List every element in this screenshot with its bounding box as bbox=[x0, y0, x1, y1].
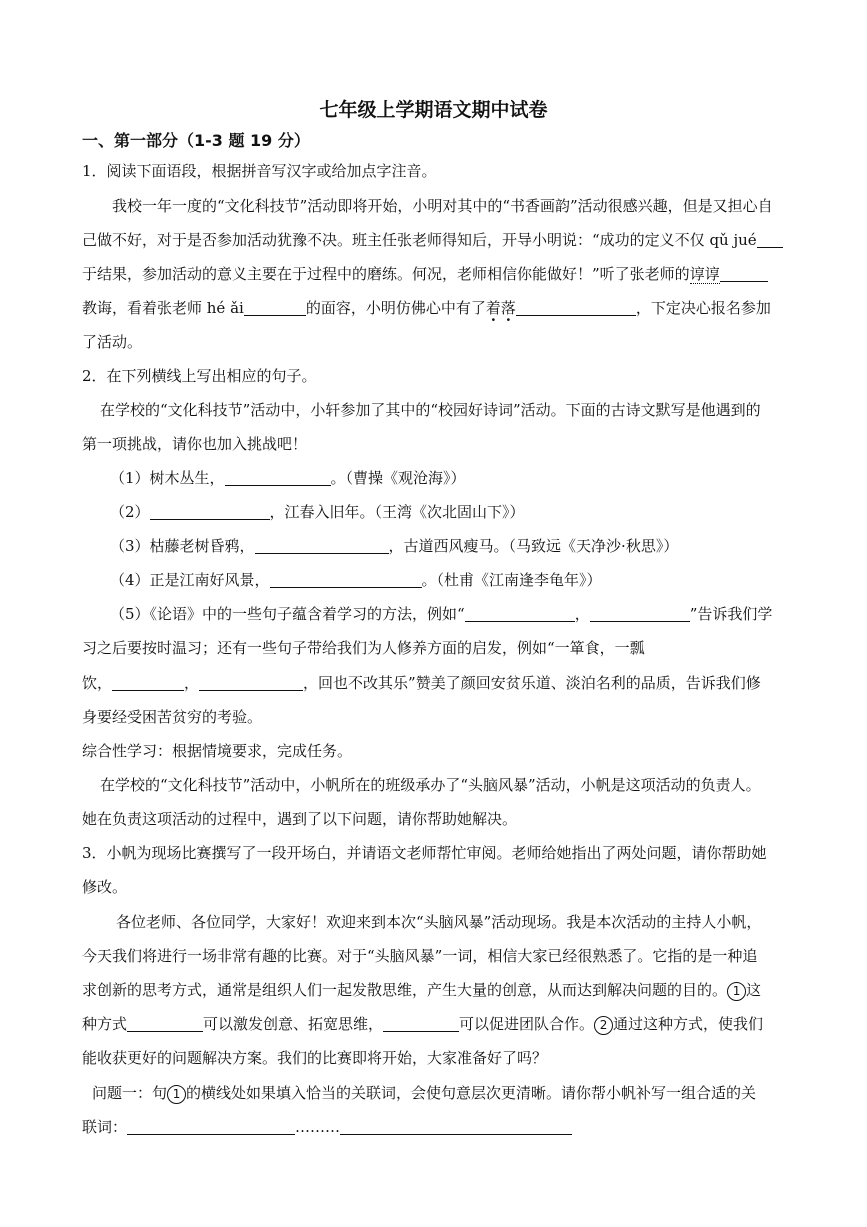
comp-paragraph: 在学校的“文化科技节”活动中，小帆所在的班级承办了“头脑风暴”活动，小帆是这项活动的负责人。 bbox=[100, 776, 761, 794]
answer-blank[interactable] bbox=[199, 674, 303, 691]
item-text: ，江春入旧年。（王湾《次北固山下》） bbox=[269, 503, 525, 521]
item-text: （1）树木丛生， bbox=[110, 469, 225, 487]
q1-text: 教诲，看着张老师 hé ǎi bbox=[82, 299, 244, 317]
answer-blank[interactable] bbox=[465, 605, 575, 622]
dotted-word: 谆谆 bbox=[689, 265, 720, 283]
q3-answer-line bbox=[82, 1117, 572, 1137]
q3-text: 可以促进团队合作。 bbox=[459, 1015, 595, 1033]
answer-blank[interactable] bbox=[757, 231, 783, 248]
circled-number: 1 bbox=[727, 982, 746, 1001]
q2-item-5-cont bbox=[82, 673, 761, 693]
q2-item-4 bbox=[110, 570, 602, 590]
q1-paragraph-line bbox=[82, 298, 771, 318]
q1-text: 于结果，参加活动的意义主要在于过程中的磨练。何况，老师相信你能做好！”听了张老师的 bbox=[82, 265, 690, 283]
item-text: （4）正是江南好风景， bbox=[110, 571, 270, 589]
item-text: 。（杜甫《江南逢李龟年》） bbox=[421, 571, 602, 589]
item-text: ，古道西风瘦马。（马致远《天净沙·秋思》） bbox=[388, 537, 679, 555]
item-text: 。（曹操《观沧海》） bbox=[330, 469, 466, 487]
q2-item-5 bbox=[110, 604, 772, 624]
item-text: 饮， bbox=[82, 674, 113, 692]
answer-blank[interactable] bbox=[340, 1118, 572, 1135]
section-heading: 一、第一部分（1-3 题 19 分） bbox=[82, 131, 310, 150]
q3-text-line: 各位老师、各位同学，大家好！欢迎来到本次“头脑风暴”活动现场。我是本次活动的主持人小帆， bbox=[116, 913, 762, 931]
item-text: （3）枯藤老树昏鸦， bbox=[110, 537, 255, 555]
q2-intro-line: 第一项挑战，请你也加入挑战吧！ bbox=[82, 435, 308, 453]
answer-blank[interactable] bbox=[383, 1015, 459, 1032]
q3-text: 可以激发创意、拓宽思维， bbox=[203, 1015, 384, 1033]
q3-text: 通过这种方式，使我们 bbox=[613, 1015, 764, 1033]
item-text: （5）《论语》中的一些句子蕴含着学习的方法，例如“ bbox=[110, 605, 465, 623]
answer-blank[interactable] bbox=[270, 571, 422, 588]
q2-item-2 bbox=[110, 502, 525, 522]
q3-question-1 bbox=[92, 1083, 756, 1104]
answer-blank[interactable] bbox=[720, 265, 768, 282]
item-text: ，回也不改其乐”赞美了颜回安贫乐道、淡泊名利的品质，告诉我们修 bbox=[303, 674, 761, 692]
emphasized-char: 着 bbox=[485, 299, 501, 317]
q3-text-line bbox=[82, 980, 761, 1001]
q3-text: ……… bbox=[295, 1118, 341, 1136]
answer-blank[interactable] bbox=[112, 674, 184, 691]
q3-text-line: 今天我们将进行一场非常有趣的比赛。对于“头脑风暴”一词，相信大家已经很熟悉了。它指的是一种追 bbox=[82, 947, 758, 965]
answer-blank[interactable] bbox=[127, 1015, 203, 1032]
item-text: （2） bbox=[110, 503, 150, 521]
q3-text: 种方式 bbox=[82, 1015, 128, 1033]
item-text: ， bbox=[574, 605, 590, 623]
q1-paragraph-line: 我校一年一度的“文化科技节”活动即将开始，小明对其中的“书香画韵”活动很感兴趣，但是又担心自 bbox=[112, 197, 773, 215]
page-title: 七年级上学期语文期中试卷 bbox=[319, 99, 548, 121]
comp-heading: 综合性学习：根据情境要求，完成任务。 bbox=[82, 742, 353, 760]
answer-blank[interactable] bbox=[244, 299, 306, 316]
item-text: ”告诉我们学 bbox=[689, 605, 773, 623]
q1-paragraph-line: 了活动。 bbox=[82, 333, 143, 351]
q3-prompt: 3．小帆为现场比赛撰写了一段开场白，并请语文老师帮忙审阅。老师给她指出了两处问题，请你帮助她 bbox=[82, 844, 767, 862]
q2-item-1 bbox=[110, 468, 466, 488]
q1-text: 己做不好，对于是否参加活动犹豫不决。班主任张老师得知后，开导小明说：“成功的定义不仅 qǔ jué bbox=[82, 231, 757, 249]
q1-text: ，下定决心报名参加 bbox=[635, 299, 771, 317]
q3-text: 的横线处如果填入恰当的关联词，会使句意层次更清晰。请你帮小帆补写一组合适的关 bbox=[186, 1084, 757, 1102]
circled-number: 1 bbox=[167, 1085, 186, 1104]
emphasized-char: 落 bbox=[500, 299, 516, 317]
answer-blank[interactable] bbox=[590, 605, 690, 622]
q1-text: 的面容，小明仿佛心中有了 bbox=[305, 299, 486, 317]
answer-blank[interactable] bbox=[255, 537, 389, 554]
q2-item-3 bbox=[110, 536, 678, 556]
q3-text-line: 能收获更好的问题解决方案。我们的比赛即将开始，大家准备好了吗？ bbox=[82, 1049, 548, 1067]
q3-text: 求创新的思考方式，通常是组织人们一起发散思维，产生大量的创意，从而达到解决问题的目的。 bbox=[82, 981, 728, 999]
q2-item-5-cont: 习之后要按时温习；还有一些句子带给我们为人修养方面的启发，例如“一箪食，一瓢 bbox=[82, 639, 645, 657]
q1-paragraph-line bbox=[82, 230, 783, 250]
q2-prompt: 2．在下列横线上写出相应的句子。 bbox=[82, 367, 317, 385]
q1-prompt: 1．阅读下面语段，根据拼音写汉字或给加点字注音。 bbox=[82, 162, 437, 180]
q3-text: 这 bbox=[746, 981, 762, 999]
q3-text-line bbox=[82, 1014, 763, 1035]
answer-blank[interactable] bbox=[127, 1118, 295, 1135]
item-text: ， bbox=[184, 674, 200, 692]
q2-intro-line: 在学校的“文化科技节”活动中，小轩参加了其中的“校园好诗词”活动。下面的古诗文默写是他遇到的 bbox=[100, 401, 761, 419]
q3-prompt: 修改。 bbox=[82, 878, 128, 896]
q1-paragraph-line bbox=[82, 264, 768, 284]
q3-text: 联词： bbox=[82, 1118, 128, 1136]
comp-paragraph: 她在负责这项活动的过程中，遇到了以下问题，请你帮助她解决。 bbox=[82, 810, 518, 828]
circled-number: 2 bbox=[594, 1016, 613, 1035]
answer-blank[interactable] bbox=[516, 299, 636, 316]
q2-item-5-cont: 身要经受困苦贫穷的考验。 bbox=[82, 708, 263, 726]
answer-blank[interactable] bbox=[225, 469, 331, 486]
q3-text: 问题一：句 bbox=[92, 1084, 168, 1102]
answer-blank[interactable] bbox=[150, 503, 270, 520]
